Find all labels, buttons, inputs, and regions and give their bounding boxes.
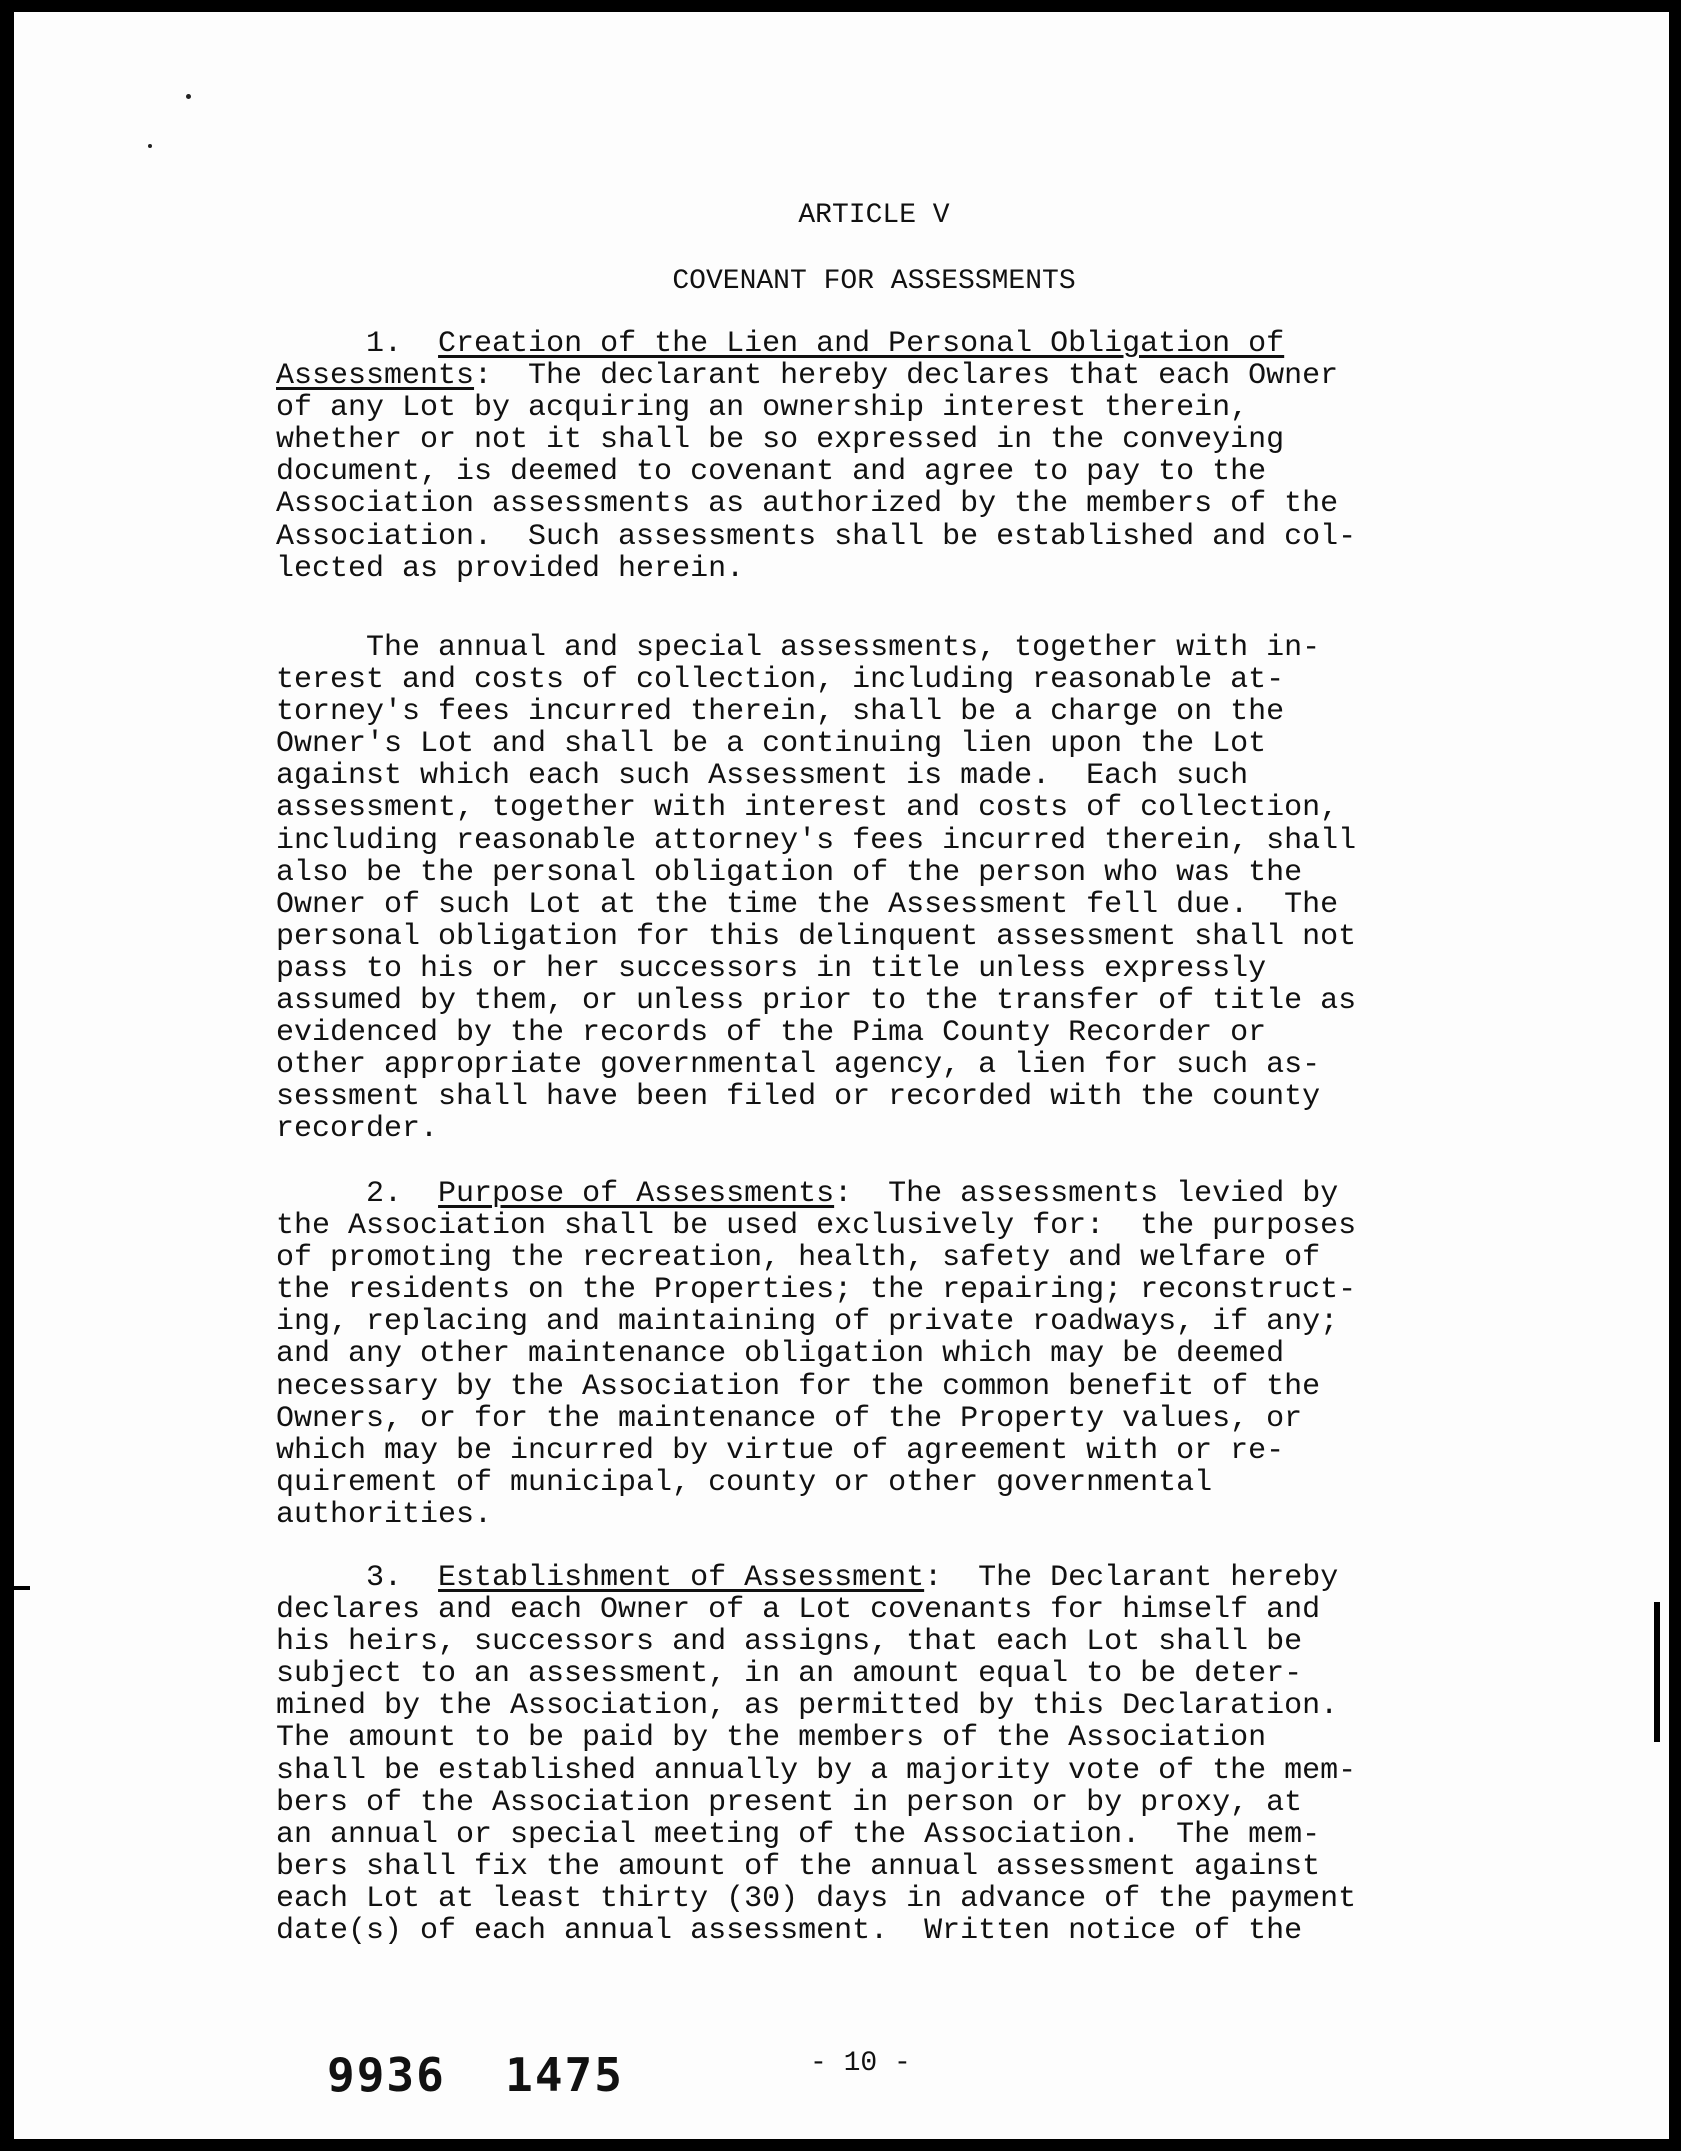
- paragraph-2: [276, 632, 1356, 1146]
- document-page: [14, 12, 1669, 2139]
- section-title: COVENANT FOR ASSESSMENTS: [672, 266, 1076, 297]
- paragraph-number: 3.: [366, 1561, 403, 1595]
- paragraph-body: declares and each Owner of a Lot covenants for himself and his heirs, successors and assigns, that each Lot shall be subject to an assessment, in an amount equal to be deter- mined by the Association, as permitted by this Declaration. The amount to be paid by the members of the Association shall be established annually by a majority vote of the mem- bers of the Association present in person or by proxy, at an annual or special meeting of the Association. The mem- bers shall fix the amount of the annual assessment against each Lot at least thirty (30) days in advance of the payment date(s) of each annual assessment. Written notice of the: [276, 1593, 1357, 1949]
- paragraph-heading-continued: Assessments: [276, 359, 475, 394]
- paragraph-heading: Establishment of Assessment: [438, 1561, 925, 1595]
- scan-speck: [186, 94, 191, 99]
- document-number: 9936 1475: [327, 2048, 624, 2102]
- paragraph-3: [276, 1178, 1356, 1531]
- paragraph-heading: Purpose of Assessments: [438, 1177, 835, 1211]
- paragraph-body: of any Lot by acquiring an ownership interest therein, whether or not it shall be so expressed in the conveying document, is deemed to covenant and agree to pay to the Association assessments as authorized by the members of the Association. Such assessments shall be established and col- lected as provided herein.: [276, 391, 1357, 586]
- scan-edge-mark: [1654, 1602, 1660, 1742]
- paragraph-number: 1.: [366, 327, 403, 361]
- paragraph-3-establishment: [276, 1562, 1356, 1947]
- paragraph-body: The annual and special assessments, together with in- terest and costs of collection, including reasonable at- torney's fees incurred therein, shall be a charge on the Owner's Lot and shall be a continuing lien upon the Lot against which each such Assessment is made. Each such assessment, together with interest and costs of collection, including reasonable attorney's fees incurred therein, shall also be the personal obligation of the person who was the Owner of such Lot at the time the Assessment fell due. The personal obligation for this delinquent assessment shall not pass to his or her successors in title unless expressly assumed by them, or unless prior to the transfer of title as evidenced by the records of the Pima County Recorder or other appropriate governmental agency, a lien for such as- sessment shall have been filed or recorded with the county recorder.: [276, 631, 1357, 1147]
- scan-speck: [148, 144, 152, 148]
- paragraph-body: the Association shall be used exclusively for: the purposes of promoting the recreation, health, safety and welfare of the residents on the Properties; the repairing; reconstruct- ing, replacing and maintaining of private roadways, if any; and any other maintenance obligation which may be deemed necessary by the Association for the common benefit of the Owners, or for the maintenance of the Property values, or which may be incurred by virtue of agreement with or re- quirement of municipal, county or other governmental authorities.: [276, 1209, 1357, 1532]
- paragraph-lead: : The Declarant hereby: [924, 1561, 1339, 1595]
- paragraph-number: 2.: [366, 1177, 403, 1211]
- paragraph-lead: : The assessments levied by: [834, 1177, 1339, 1211]
- scan-edge-mark: [14, 1586, 30, 1590]
- page-number: - 10 -: [810, 2048, 911, 2079]
- article-title: ARTICLE V: [798, 200, 950, 231]
- paragraph-heading: Creation of the Lien and Personal Obligation of: [438, 327, 1285, 361]
- paragraph-lead: : The declarant hereby declares that each Owner: [474, 359, 1339, 394]
- paragraph-1: [276, 328, 1356, 585]
